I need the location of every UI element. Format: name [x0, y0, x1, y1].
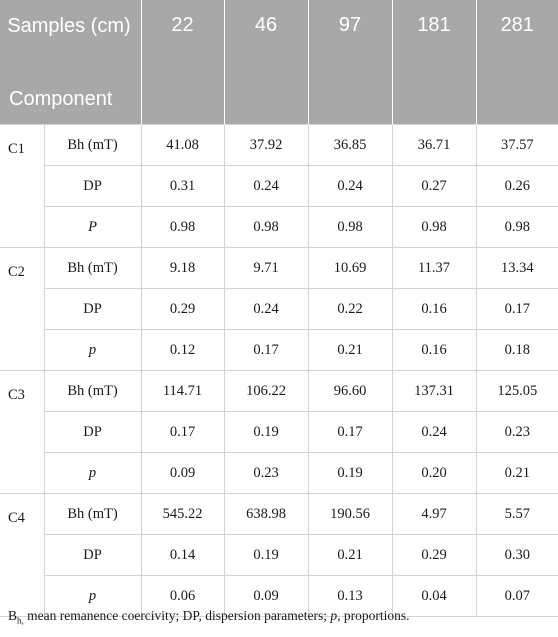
- value-cell: 0.24: [224, 166, 308, 207]
- value-cell: 0.20: [392, 453, 476, 494]
- value-cell: 0.18: [476, 330, 558, 371]
- value-cell: 0.21: [308, 330, 392, 371]
- table-footnote: [8, 608, 410, 626]
- value-cell: 0.23: [476, 412, 558, 453]
- value-cell: 0.09: [141, 453, 224, 494]
- value-cell: 545.22: [141, 494, 224, 535]
- value-cell: 0.29: [392, 535, 476, 576]
- footnote-p-symbol: p: [330, 608, 338, 623]
- value-cell: 0.98: [308, 207, 392, 248]
- value-cell: 125.05: [476, 371, 558, 412]
- value-cell: 0.23: [224, 453, 308, 494]
- value-cell: 0.26: [476, 166, 558, 207]
- value-cell: 0.12: [141, 330, 224, 371]
- value-cell: 0.19: [224, 412, 308, 453]
- value-cell: 0.04: [392, 576, 476, 617]
- value-cell: 0.06: [141, 576, 224, 617]
- value-cell: 114.71: [141, 371, 224, 412]
- value-cell: 0.13: [308, 576, 392, 617]
- parameter-cell: p: [44, 576, 141, 617]
- header-row: [0, 0, 558, 125]
- value-cell: 5.57: [476, 494, 558, 535]
- value-cell: 0.19: [308, 453, 392, 494]
- depth-header: 22: [141, 0, 224, 125]
- value-cell: 0.22: [308, 289, 392, 330]
- value-cell: 0.09: [224, 576, 308, 617]
- table-row: [0, 371, 558, 412]
- parameter-cell: p: [44, 330, 141, 371]
- component-cell: C1: [0, 125, 44, 248]
- parameter-cell: DP: [44, 289, 141, 330]
- value-cell: 0.16: [392, 330, 476, 371]
- parameter-cell: Bh (mT): [44, 248, 141, 289]
- value-cell: 0.24: [224, 289, 308, 330]
- value-cell: 36.71: [392, 125, 476, 166]
- table-row: [0, 289, 558, 330]
- value-cell: 37.92: [224, 125, 308, 166]
- component-label: Component: [9, 88, 113, 110]
- table-row: [0, 248, 558, 289]
- value-cell: 0.17: [141, 412, 224, 453]
- parameter-cell: Bh (mT): [44, 125, 141, 166]
- value-cell: 0.24: [392, 412, 476, 453]
- table-row: [0, 494, 558, 535]
- value-cell: 0.98: [224, 207, 308, 248]
- parameter-cell: DP: [44, 166, 141, 207]
- footnote-symbol: B: [8, 608, 18, 623]
- value-cell: 638.98: [224, 494, 308, 535]
- value-cell: 0.19: [224, 535, 308, 576]
- parameter-cell: Bh (mT): [44, 371, 141, 412]
- value-cell: 190.56: [308, 494, 392, 535]
- table-row: [0, 453, 558, 494]
- footnote-text: mean remanence coercivity; DP, dispersion parameters;: [23, 608, 331, 623]
- depth-header: 46: [224, 0, 308, 125]
- table-row: [0, 412, 558, 453]
- value-cell: 37.57: [476, 125, 558, 166]
- value-cell: 106.22: [224, 371, 308, 412]
- value-cell: 0.21: [308, 535, 392, 576]
- value-cell: 9.71: [224, 248, 308, 289]
- component-cell: C4: [0, 494, 44, 617]
- table-row: [0, 207, 558, 248]
- table-row: [0, 535, 558, 576]
- parameter-cell: DP: [44, 412, 141, 453]
- parameter-cell: DP: [44, 535, 141, 576]
- value-cell: 0.30: [476, 535, 558, 576]
- value-cell: 0.14: [141, 535, 224, 576]
- value-cell: 0.17: [308, 412, 392, 453]
- value-cell: 9.18: [141, 248, 224, 289]
- value-cell: 0.16: [392, 289, 476, 330]
- value-cell: 0.31: [141, 166, 224, 207]
- footnote-tail: , proportions.: [337, 608, 410, 623]
- value-cell: 137.31: [392, 371, 476, 412]
- value-cell: 41.08: [141, 125, 224, 166]
- parameter-cell: Bh (mT): [44, 494, 141, 535]
- table-row: [0, 330, 558, 371]
- value-cell: 0.27: [392, 166, 476, 207]
- value-cell: 4.97: [392, 494, 476, 535]
- value-cell: 13.34: [476, 248, 558, 289]
- value-cell: 36.85: [308, 125, 392, 166]
- value-cell: 0.24: [308, 166, 392, 207]
- depth-header: 97: [308, 0, 392, 125]
- value-cell: 11.37: [392, 248, 476, 289]
- footnote-symbol-sub: h,: [17, 615, 24, 626]
- depth-header: 181: [392, 0, 476, 125]
- header-corner-cell: [0, 0, 141, 125]
- table-row: [0, 125, 558, 166]
- value-cell: 0.29: [141, 289, 224, 330]
- value-cell: 0.17: [224, 330, 308, 371]
- value-cell: 0.98: [476, 207, 558, 248]
- value-cell: 0.07: [476, 576, 558, 617]
- samples-label: Samples (cm): [7, 15, 131, 37]
- table-body: [0, 125, 558, 617]
- value-cell: 96.60: [308, 371, 392, 412]
- depth-header: 281: [476, 0, 558, 125]
- parameter-cell: P: [44, 207, 141, 248]
- value-cell: 0.17: [476, 289, 558, 330]
- component-cell: C2: [0, 248, 44, 371]
- parameter-cell: p: [44, 453, 141, 494]
- component-cell: C3: [0, 371, 44, 494]
- value-cell: 0.98: [392, 207, 476, 248]
- value-cell: 10.69: [308, 248, 392, 289]
- value-cell: 0.98: [141, 207, 224, 248]
- value-cell: 0.21: [476, 453, 558, 494]
- table-row: [0, 166, 558, 207]
